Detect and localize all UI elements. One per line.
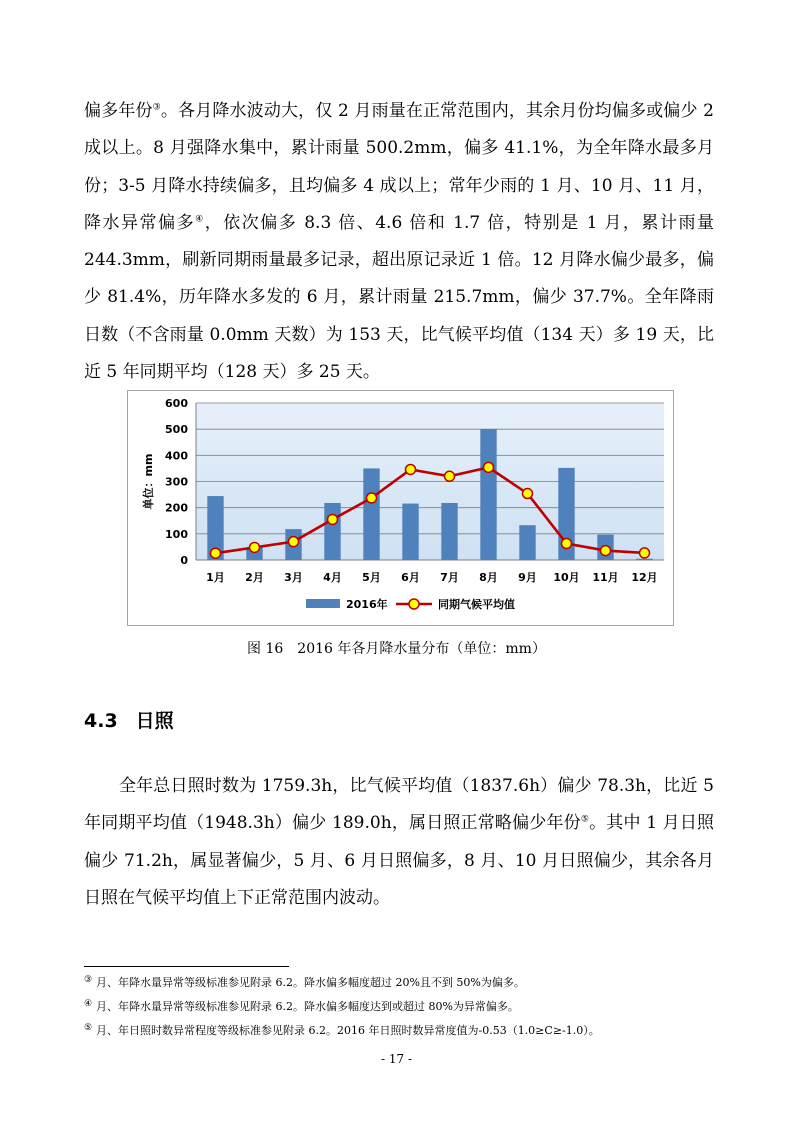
- para1-text-a: 偏多年份: [84, 101, 153, 121]
- x-tick-label: 12月: [631, 571, 658, 584]
- x-tick-label: 11月: [592, 571, 619, 584]
- footnote-ref-3[interactable]: ③: [152, 102, 161, 113]
- line-point: [445, 471, 455, 481]
- x-tick-label: 3月: [284, 571, 303, 584]
- legend-label-climate: 同期气候平均值: [438, 598, 515, 611]
- bar: [636, 559, 652, 560]
- y-tick-label: 0: [180, 554, 188, 567]
- footnote-ref-4[interactable]: ④: [195, 214, 205, 225]
- paragraph-precipitation: [84, 93, 714, 391]
- paragraph-sunshine: [84, 768, 714, 917]
- line-point: [601, 546, 611, 556]
- footnote-text: 月、年日照时数异常程度等级标准参见附录 6.2。2016 年日照时数异常度值为-0.53（1.0≥C≥-1.0）。: [96, 1024, 600, 1037]
- precipitation-chart: [127, 390, 674, 626]
- x-tick-label: 7月: [440, 571, 459, 584]
- legend-swatch-bar: [306, 599, 340, 608]
- y-tick-label: 200: [165, 501, 188, 515]
- line-point: [640, 548, 650, 558]
- x-tick-label: 5月: [362, 571, 381, 584]
- line-point: [328, 514, 338, 524]
- y-tick-label: 500: [165, 423, 188, 437]
- y-axis-label: 单位：mm: [142, 453, 155, 510]
- footnote-ref-5[interactable]: ⑤: [580, 814, 590, 825]
- line-point: [484, 462, 494, 472]
- x-tick-label: 9月: [518, 571, 537, 584]
- footnote-text: 月、年降水量异常等级标准参见附录 6.2。降水偏多幅度达到或超过 80%为异常偏多。: [96, 1000, 519, 1013]
- para2-text-b: 。其中 1 月日照偏少 71.2h，属显著偏少，5 月、6 月日照偏多，8 月、10 月日照偏少，其余各月日照在气候平均值上下正常范围内波动。: [84, 813, 715, 908]
- bar: [363, 468, 379, 560]
- para1-text-c: ，依次偏多 8.3 倍、4.6 倍和 1.7 倍，特别是 1 月，累计雨量 244.3mm，刷新同期雨量最多记录，超出原记录近 1 倍。12 月降水偏少最多，偏少 81.4%，历年降水多发的 6 月，累计雨量 215.7mm，偏少 37.7%。全年降雨日数（不含雨量 0.0mm 天数）为 153 天，比气候平均值（134 天）多 19 天，比近 5 年同期平均（128 天）多 25 天。: [84, 212, 714, 383]
- footnote-divider: [84, 966, 289, 967]
- footnote-mark: ④: [84, 999, 93, 1009]
- x-tick-label: 2月: [245, 571, 264, 584]
- bar: [519, 525, 535, 560]
- bar: [480, 429, 496, 560]
- section-heading: [84, 706, 174, 733]
- x-tick-label: 8月: [479, 571, 498, 584]
- section-number: 4.3: [84, 710, 118, 732]
- line-point: [250, 542, 260, 552]
- line-point: [523, 489, 533, 499]
- para1-text-b: 。各月降水波动大，仅 2 月雨量在正常范围内，其余月份均偏多或偏少 2 成以上。8 月强降水集中，累计雨量 500.2mm，偏多 41.1%，为全年降水最多月份；3-5 月降水持续偏多，且均偏多 4 成以上；常年少雨的 1 月、10 月、11 月，降水异常偏多: [84, 101, 714, 233]
- figure-caption: 图 16 2016 年各月降水量分布（单位：mm）: [247, 641, 546, 657]
- bar: [441, 503, 457, 560]
- chart-svg: [128, 391, 673, 625]
- line-point: [406, 464, 416, 474]
- legend-swatch-marker: [409, 599, 419, 609]
- footnote-3: [84, 975, 736, 990]
- x-tick-label: 10月: [553, 571, 580, 584]
- x-tick-label: 1月: [206, 571, 225, 584]
- y-tick-label: 600: [165, 397, 188, 410]
- x-tick-label: 4月: [323, 571, 342, 584]
- footnote-text: 月、年降水量异常等级标准参见附录 6.2。降水偏多幅度超过 20%且不到 50%为偏多。: [96, 976, 525, 989]
- footnote-mark: ⑤: [84, 1023, 93, 1033]
- line-point: [562, 539, 572, 549]
- page-number: - 17 -: [380, 1052, 412, 1066]
- footnote-5: [84, 1023, 736, 1038]
- x-tick-label: 6月: [401, 571, 420, 584]
- y-tick-label: 300: [165, 475, 188, 489]
- bar: [324, 503, 340, 560]
- section-title: 日照: [135, 710, 174, 732]
- line-point: [367, 493, 377, 503]
- y-tick-label: 400: [165, 449, 188, 463]
- line-point: [211, 548, 221, 558]
- bar: [402, 504, 418, 560]
- y-tick-label: 100: [165, 527, 188, 541]
- footnote-4: [84, 999, 736, 1014]
- para2-text-a: 全年总日照时数为 1759.3h，比气候平均值（1837.6h）偏少 78.3h，比近 5 年同期平均值（1948.3h）偏少 189.0h，属日照正常略偏少年份: [84, 776, 714, 834]
- footnote-mark: ③: [84, 975, 93, 985]
- legend-label-2016: 2016年: [346, 598, 388, 611]
- line-point: [289, 537, 299, 547]
